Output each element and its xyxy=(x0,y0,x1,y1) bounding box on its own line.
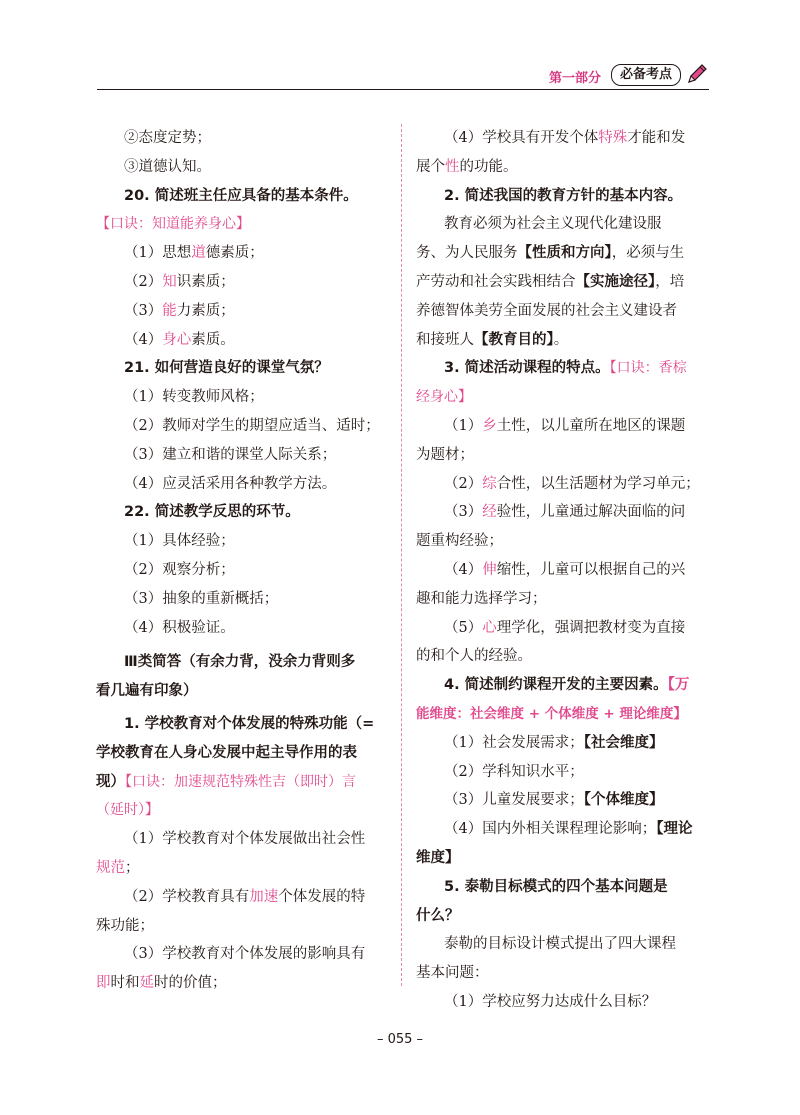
list-item: （3）经验性，儿童通过解决面临的问 xyxy=(444,504,686,521)
list-item: ②态度定势； xyxy=(124,130,211,146)
section-heading: 看几遍有印象） xyxy=(96,683,198,700)
mnemonic: 能维度：社会维度 + 个体维度 + 理论维度】 xyxy=(416,705,687,722)
list-item: （3）能力素质； xyxy=(124,302,235,319)
list-item: （4）国内外相关课程理论影响；【理论 xyxy=(444,821,693,838)
question-heading: 5. 泰勒目标模式的四个基本问题是 xyxy=(444,878,668,895)
question-heading: 2. 简述我国的教育方针的基本内容。 xyxy=(444,187,683,204)
mnemonic: 【口诀：加速规范特殊性吉（即时）言 xyxy=(125,773,356,790)
list-item: （3）抽象的重新概括； xyxy=(124,590,279,607)
header-badge: 必备考点 xyxy=(611,64,681,86)
list-item: 趣和能力选择学习； xyxy=(416,590,547,607)
list-item: （2）知识素质； xyxy=(124,273,235,290)
question-heading: 20. 简述班主任应具备的基本条件。 xyxy=(124,187,358,204)
mnemonic: 经身心】 xyxy=(416,389,472,406)
mnemonic: 【口诀：知道能养身心】 xyxy=(96,216,250,233)
paragraph: 和接班人【教育目的】。 xyxy=(416,331,569,348)
list-item: 为题材； xyxy=(416,446,474,463)
list-item: （1）转变教师风格； xyxy=(124,389,264,406)
list-item: （2）学科知识水平； xyxy=(444,763,584,780)
list-item: （3）建立和谐的课堂人际关系； xyxy=(124,446,337,463)
header-part-label: 第一部分 xyxy=(548,71,601,86)
paragraph: 务、为人民服务【性质和方向】，必须与生 xyxy=(416,245,685,262)
mnemonic: 【口诀：香棕 xyxy=(609,360,687,377)
question-heading: 22. 简述教学反思的环节。 xyxy=(124,504,300,521)
list-item: （5）心理学化，强调把教材变为直接 xyxy=(444,619,686,636)
list-item: 殊功能； xyxy=(96,917,154,934)
paragraph: 养德智体美劳全面发展的社会主义建设者 xyxy=(416,302,677,319)
header-rule xyxy=(97,89,709,90)
list-item: ③道德认知。 xyxy=(124,158,211,175)
page-number: – 055 – xyxy=(376,1032,424,1047)
list-item: （4）应灵活采用各种教学方法。 xyxy=(124,475,337,492)
list-item: （2）学校教育具有加速个体发展的特 xyxy=(124,888,366,905)
list-item: （1）乡土性，以儿童所在地区的课题 xyxy=(444,417,686,434)
list-item: （2）观察分析； xyxy=(124,561,235,578)
mnemonic: （延时）】 xyxy=(96,802,159,819)
question-heading: 1. 学校教育对个体发展的特殊功能（= xyxy=(124,715,375,732)
list-item: 展个性的功能。 xyxy=(416,158,518,175)
left-column xyxy=(96,124,396,998)
column-divider xyxy=(401,124,402,986)
list-item: （4）伸缩性，儿童可以根据自己的兴 xyxy=(444,561,686,578)
list-item: （3）儿童发展要求；【个体维度】 xyxy=(444,792,664,809)
paragraph: 教育必须为社会主义现代化建设服 xyxy=(444,216,662,233)
question-heading: 3. 简述活动课程的特点。【口诀：香棕 xyxy=(444,360,687,377)
question-heading: 4. 简述制约课程开发的主要因素。【万 xyxy=(444,677,690,694)
list-item: 即时和延时的价值； xyxy=(96,975,227,992)
list-item: （2）教师对学生的期望应适当、适时； xyxy=(124,417,380,434)
paragraph: 基本问题： xyxy=(416,965,489,982)
list-item: 的和个人的经验。 xyxy=(416,648,532,665)
paragraph: 产劳动和社会实践相结合【实施途径】，培 xyxy=(416,273,685,290)
list-item: （4）学校具有开发个体特殊才能和发 xyxy=(444,130,686,146)
list-item: （4）积极验证。 xyxy=(124,619,235,636)
pencil-icon xyxy=(685,62,709,86)
list-item: 规范； xyxy=(96,859,140,876)
list-item: 维度】 xyxy=(416,849,460,866)
list-item: （1）具体经验； xyxy=(124,533,235,550)
list-item: （1）学校教育对个体发展做出社会性 xyxy=(124,831,366,848)
question-heading: 现）【口诀：加速规范特殊性吉（即时）言 xyxy=(96,773,356,790)
mnemonic: 【万 xyxy=(667,677,690,694)
paragraph: 泰勒的目标设计模式提出了四大课程 xyxy=(444,936,676,953)
question-heading: 什么？ xyxy=(416,907,460,924)
list-item: （1）思想道德素质； xyxy=(124,245,264,262)
list-item: （3）学校教育对个体发展的影响具有 xyxy=(124,946,366,963)
right-column xyxy=(416,124,708,1017)
list-item: （4）身心素质。 xyxy=(124,331,235,348)
list-item: （1）学校应努力达成什么目标？ xyxy=(444,993,657,1010)
list-item: （2）综合性，以生活题材为学习单元； xyxy=(444,475,700,492)
page-header xyxy=(97,62,709,92)
list-item: （1）社会发展需求；【社会维度】 xyxy=(444,734,664,751)
list-item: 题重构经验； xyxy=(416,533,503,550)
question-heading: 学校教育在人身心发展中起主导作用的表 xyxy=(96,744,357,761)
question-heading: 21. 如何营造良好的课堂气氛？ xyxy=(124,360,329,377)
section-heading: Ⅲ类简答（有余力背，没余力背则多 xyxy=(124,654,356,671)
